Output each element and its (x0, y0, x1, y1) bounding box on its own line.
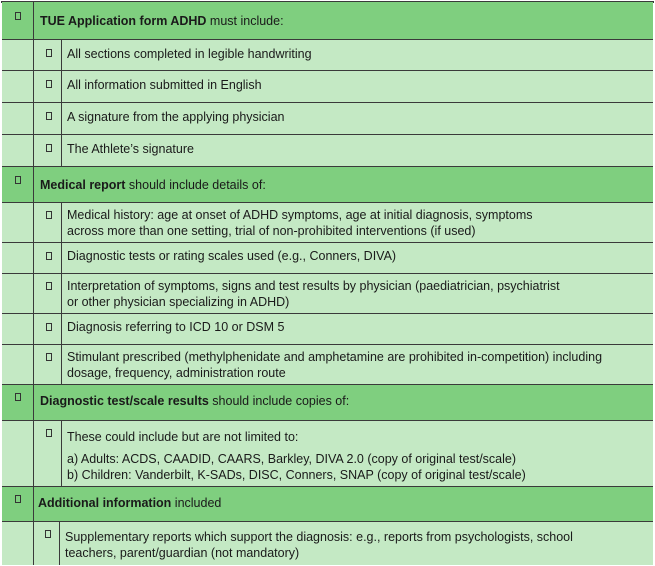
checkbox-icon[interactable] (15, 393, 21, 401)
checkbox-icon[interactable] (46, 211, 52, 219)
item-text-line: teachers, parent/guardian (not mandatory) (65, 546, 300, 560)
item-text-line: b) Children: Vanderbilt, K-SADs, DISC, Conners, SNAP (copy of original test/scale) (67, 468, 526, 482)
item-text-line: Medical history: age at onset of ADHD symptoms, age at initial diagnosis, symptoms (67, 208, 533, 222)
checkbox-icon[interactable] (46, 80, 52, 88)
checklist-item (2, 135, 653, 167)
checkbox-icon[interactable] (15, 12, 21, 20)
checklist-item (2, 203, 653, 243)
section-subtitle: must include: (206, 14, 284, 28)
section-title: Additional information (38, 496, 172, 510)
checklist-item (2, 274, 653, 314)
item-text: All information submitted in English (67, 78, 262, 92)
item-text-line: These could include but are not limited to: (67, 430, 299, 444)
checklist-item (2, 314, 653, 345)
checkbox-icon[interactable] (45, 530, 51, 538)
checkbox-icon[interactable] (46, 252, 52, 260)
section-subtitle: should include details of: (125, 178, 266, 192)
section-header-tue-application (2, 2, 653, 40)
item-text-line: Supplementary reports which support the diagnosis: e.g., reports from psychologists, school (65, 530, 573, 544)
checklist-item (2, 40, 653, 71)
checklist-item (2, 345, 653, 385)
checkbox-icon[interactable] (46, 144, 52, 152)
item-text: A signature from the applying physician (67, 110, 285, 124)
item-text: Diagnostic tests or rating scales used (e.g., Conners, DIVA) (67, 249, 397, 263)
item-text-line: across more than one setting, trial of non-prohibited interventions (if used) (67, 224, 476, 238)
section-subtitle: should include copies of: (208, 394, 350, 408)
checkbox-icon[interactable] (46, 49, 52, 57)
checkbox-icon[interactable] (46, 282, 52, 290)
item-text-line: Stimulant prescribed (methylphenidate and amphetamine are prohibited in-competition) including (67, 350, 603, 364)
section-header-additional-info (2, 487, 653, 522)
item-text: Diagnosis referring to ICD 10 or DSM 5 (67, 320, 285, 334)
checkbox-icon[interactable] (46, 429, 52, 437)
checkbox-icon[interactable] (46, 112, 52, 120)
section-title: Diagnostic test/scale results (40, 394, 209, 408)
checkbox-icon[interactable] (15, 495, 21, 503)
item-text-line: or other physician specializing in ADHD) (67, 295, 290, 309)
checkbox-icon[interactable] (15, 176, 21, 184)
section-subtitle: included (171, 496, 222, 510)
section-header-medical-report (2, 167, 653, 203)
checklist-item (2, 243, 653, 274)
checklist-item (2, 103, 653, 135)
section-title: Medical report (40, 178, 126, 192)
item-text-line: dosage, frequency, administration route (67, 366, 286, 380)
checkbox-icon[interactable] (46, 353, 52, 361)
section-title: TUE Application form ADHD (40, 14, 207, 28)
tue-checklist-table (1, 1, 654, 560)
item-text-line: Interpretation of symptoms, signs and test results by physician (paediatrician, psychiatrist (67, 279, 560, 293)
item-text-line: a) Adults: ACDS, CAADID, CAARS, Barkley, DIVA 2.0 (copy of original test/scale) (67, 452, 517, 466)
checklist-item (2, 522, 653, 565)
item-text: All sections completed in legible handwriting (67, 47, 312, 61)
item-text: The Athlete’s signature (67, 142, 194, 156)
checkbox-icon[interactable] (46, 323, 52, 331)
section-header-diagnostic-results (2, 385, 653, 421)
checklist-item (2, 421, 653, 487)
checklist-item (2, 71, 653, 103)
